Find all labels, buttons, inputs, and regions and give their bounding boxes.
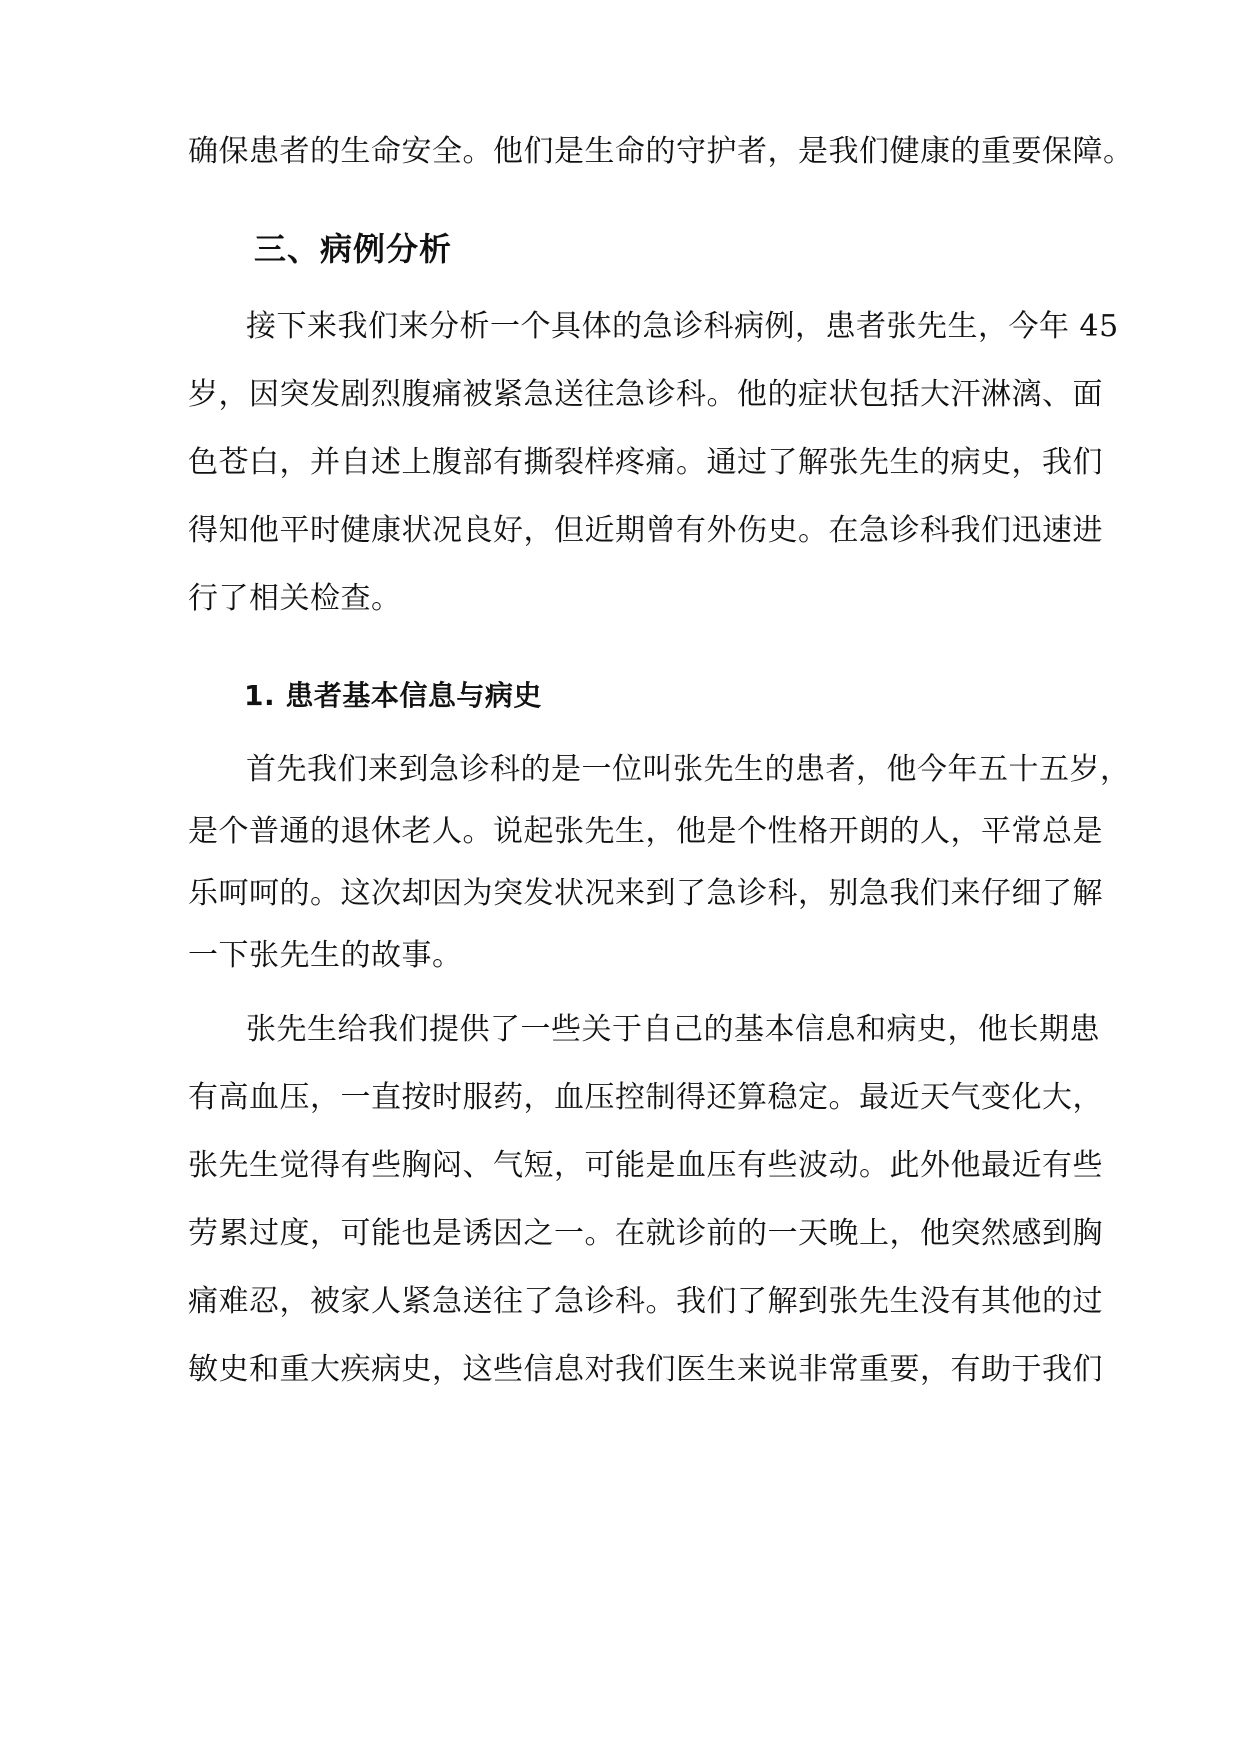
- paragraph-line: 接下来我们来分析一个具体的急诊科病例，患者张先生，今年 45: [246, 309, 1119, 344]
- paragraph-line: 岁，因突发剧烈腹痛被紧急送往急诊科。他的症状包括大汗淋漓、面: [188, 377, 1103, 412]
- paragraph-line: 一下张先生的故事。: [188, 938, 463, 973]
- subsection-heading: 1. 患者基本信息与病史: [244, 679, 542, 712]
- section-heading: 三、病例分析: [254, 230, 453, 268]
- paragraph-line: 张先生给我们提供了一些关于自己的基本信息和病史，他长期患: [246, 1012, 1100, 1047]
- paragraph-line: 有高血压，一直按时服药，血压控制得还算稳定。最近天气变化大，: [188, 1080, 1103, 1115]
- document-page: [188, 0, 1134, 1754]
- paragraph-line: 色苍白，并自述上腹部有撕裂样疼痛。通过了解张先生的病史，我们: [188, 445, 1103, 480]
- paragraph-line: 行了相关检查。: [188, 581, 402, 616]
- continuation-line: 确保患者的生命安全。他们是生命的守护者，是我们健康的重要保障。: [188, 134, 1134, 169]
- paragraph-line: 乐呵呵的。这次却因为突发状况来到了急诊科，别急我们来仔细了解: [188, 876, 1103, 911]
- paragraph-line: 是个普通的退休老人。说起张先生，他是个性格开朗的人，平常总是: [188, 814, 1103, 849]
- paragraph-line: 敏史和重大疾病史，这些信息对我们医生来说非常重要，有助于我们: [188, 1352, 1103, 1387]
- paragraph-line: 得知他平时健康状况良好，但近期曾有外伤史。在急诊科我们迅速进: [188, 513, 1103, 548]
- paragraph-line: 痛难忍，被家人紧急送往了急诊科。我们了解到张先生没有其他的过: [188, 1284, 1103, 1319]
- paragraph-line: 劳累过度，可能也是诱因之一。在就诊前的一天晚上，他突然感到胸: [188, 1216, 1103, 1251]
- paragraph-line: 张先生觉得有些胸闷、气短，可能是血压有些波动。此外他最近有些: [188, 1148, 1103, 1183]
- paragraph-line: 首先我们来到急诊科的是一位叫张先生的患者，他今年五十五岁，: [246, 752, 1131, 787]
